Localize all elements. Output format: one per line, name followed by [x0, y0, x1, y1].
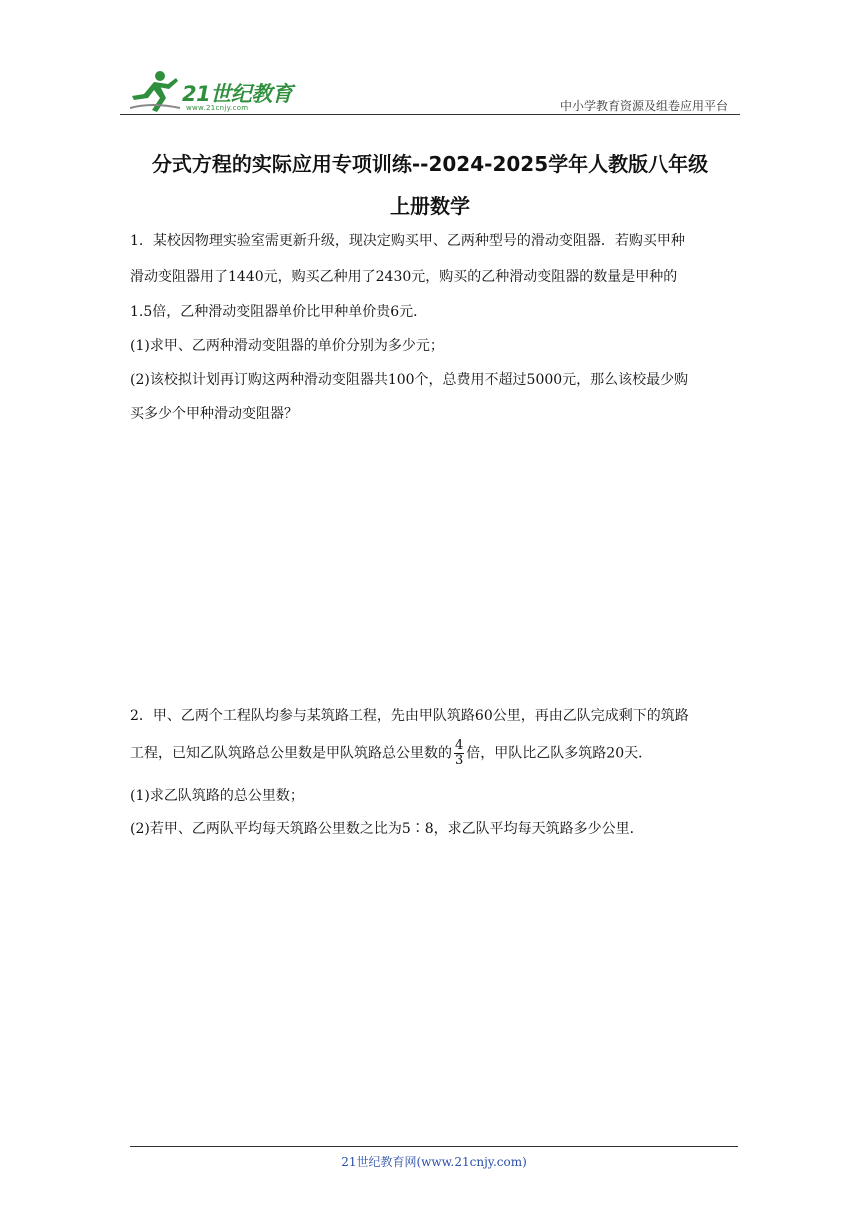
footer-divider	[130, 1146, 738, 1147]
question-2-part-2: (2)若甲、乙两队平均每天筑路公里数之比为5∶8，求乙队平均每天筑路多少公里．	[130, 821, 644, 837]
fraction-denominator: 3	[455, 753, 464, 768]
question-2-line-2-before: 工程，已知乙队筑路总公里数是甲队筑路总公里数的	[130, 745, 452, 762]
question-2-line-2-after: 倍，甲队比乙队多筑路20天．	[466, 745, 653, 762]
question-2-line-2	[130, 739, 652, 768]
question-1-line-3: 1.5倍，乙种滑动变阻器单价比甲种单价贵6元．	[130, 304, 428, 320]
document-title-line-1: 分式方程的实际应用专项训练--2024-2025学年人教版八年级	[151, 152, 709, 176]
header-divider	[120, 114, 740, 115]
logo-url: www.21cnjy.com	[186, 104, 249, 112]
footer-link[interactable]: 21世纪教育网(www.21cnjy.com)	[341, 1155, 527, 1169]
question-1-part-2-line-2: 买多少个甲种滑动变阻器？	[130, 406, 298, 422]
fraction-numerator: 4	[455, 738, 464, 753]
question-1-part-2-line-1: (2)该校拟计划再订购这两种滑动变阻器共100个，总费用不超过5000元，那么该校最少购	[130, 372, 689, 388]
page-header	[120, 64, 740, 116]
question-2-part-1: (1)求乙队筑路的总公里数；	[130, 788, 304, 804]
header-tagline: 中小学教育资源及组卷应用平台	[559, 99, 728, 113]
question-1-line-2: 滑动变阻器用了1440元，购买乙种用了2430元，购买的乙种滑动变阻器的数量是甲种的	[130, 269, 678, 285]
question-1-part-1: (1)求甲、乙两种滑动变阻器的单价分别为多少元；	[130, 338, 444, 354]
site-logo	[124, 68, 294, 114]
question-2-line-1: 2．甲、乙两个工程队均参与某筑路工程，先由甲队筑路60公里，再由乙队完成剩下的筑路	[130, 708, 689, 724]
question-1-line-1: 1．某校因物理实验室需更新升级，现决定购买甲、乙两种型号的滑动变阻器．若购买甲种	[130, 233, 685, 249]
runner-icon	[124, 68, 182, 114]
fraction-four-thirds	[454, 739, 464, 768]
document-title-line-2: 上册数学	[390, 194, 470, 218]
logo-wordmark: 21世纪教育	[182, 82, 293, 106]
